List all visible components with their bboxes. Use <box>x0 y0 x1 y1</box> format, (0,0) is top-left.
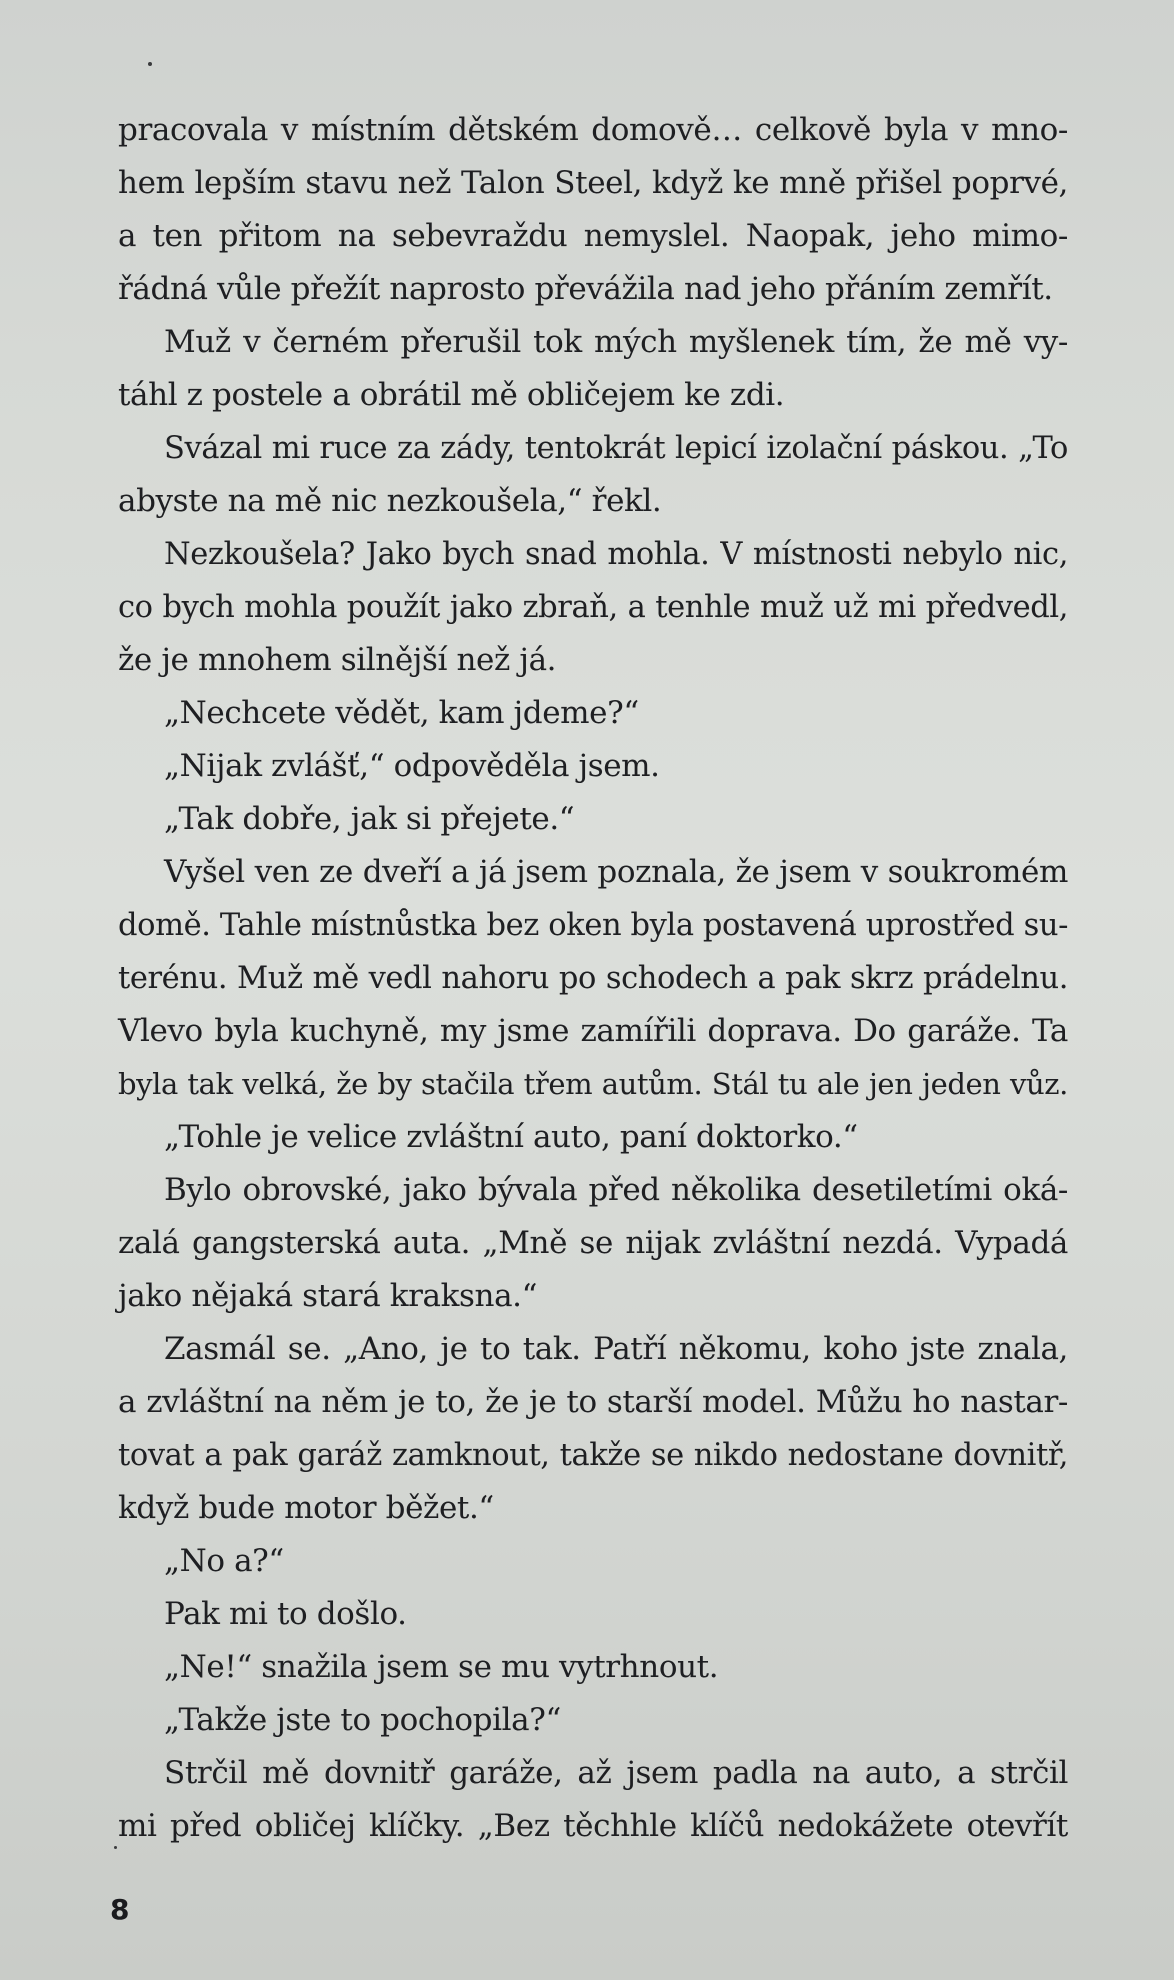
text-line: „Tohle je velice zvláštní auto, paní doktorko.“ <box>164 1119 858 1155</box>
text-line: Pak mi to došlo. <box>164 1596 407 1632</box>
text-line: Vlevo byla kuchyně, my jsme zamířili doprava. Do garáže. Ta <box>118 1013 1068 1049</box>
text-line: Strčil mě dovnitř garáže, až jsem padla na auto, a strčil <box>164 1755 1068 1791</box>
text-line: „No a?“ <box>164 1543 284 1579</box>
print-speck <box>114 1846 117 1849</box>
text-line: tovat a pak garáž zamknout, takže se nikdo nedostane dovnitř, <box>118 1438 1068 1473</box>
text-line: co bych mohla použít jako zbraň, a tenhle muž už mi předvedl, <box>118 590 1068 625</box>
text-line: „Nijak zvlášť,“ odpověděla jsem. <box>164 748 660 784</box>
text-line: Nezkoušela? Jako bych snad mohla. V místnosti nebylo nic, <box>164 537 1068 572</box>
text-line: táhl z postele a obrátil mě obličejem ke zdi. <box>118 377 785 413</box>
text-line: Zasmál se. „Ano, je to tak. Patří někomu, koho jste znala, <box>164 1331 1068 1367</box>
text-line: jako nějaká stará kraksna.“ <box>118 1278 538 1314</box>
text-line: hem lepším stavu než Talon Steel, když ke mně přišel poprvé, <box>118 165 1068 201</box>
text-line: pracovala v místním dětském domově… celkově byla v mno- <box>118 112 1068 148</box>
text-line: „Nechcete vědět, kam jdeme?“ <box>164 695 639 731</box>
text-line: že je mnohem silnější než já. <box>118 642 557 678</box>
text-line: Vyšel ven ze dveří a já jsem poznala, že jsem v soukromém <box>164 854 1068 890</box>
text-line: mi před obličej klíčky. „Bez těchhle klíčů nedokážete otevřít <box>118 1808 1068 1844</box>
text-line: „Ne!“ snažila jsem se mu vytrhnout. <box>164 1649 719 1685</box>
text-line: Muž v černém přerušil tok mých myšlenek tím, že mě vy- <box>164 324 1068 360</box>
text-line: Bylo obrovské, jako bývala před několika desetiletími oká- <box>164 1172 1068 1208</box>
text-line: když bude motor běžet.“ <box>118 1490 494 1526</box>
page-number: 8 <box>110 1893 130 1926</box>
text-line: řádná vůle přežít naprosto převážila nad jeho přáním zemřít. <box>118 271 1053 307</box>
text-line: Svázal mi ruce za zády, tentokrát lepicí izolační páskou. „To <box>164 431 1068 466</box>
text-line: terénu. Muž mě vedl nahoru po schodech a pak skrz prádelnu. <box>118 961 1068 996</box>
text-line: „Tak dobře, jak si přejete.“ <box>164 801 575 837</box>
print-speck <box>148 62 152 66</box>
text-line: a zvláštní na něm je to, že je to starší model. Můžu ho nastar- <box>118 1384 1068 1420</box>
body-text <box>118 104 1068 1853</box>
text-line: domě. Tahle místnůstka bez oken byla postavená uprostřed su- <box>118 908 1068 943</box>
text-line: a ten přitom na sebevraždu nemyslel. Naopak, jeho mimo- <box>118 218 1068 254</box>
text-line: abyste na mě nic nezkoušela,“ řekl. <box>118 483 662 519</box>
text-line: zalá gangsterská auta. „Mně se nijak zvláštní nezdá. Vypadá <box>118 1225 1068 1261</box>
text-line: byla tak velká, že by stačila třem autům. Stál tu ale jen jeden vůz. <box>118 1067 1068 1101</box>
text-line: „Takže jste to pochopila?“ <box>164 1702 561 1738</box>
